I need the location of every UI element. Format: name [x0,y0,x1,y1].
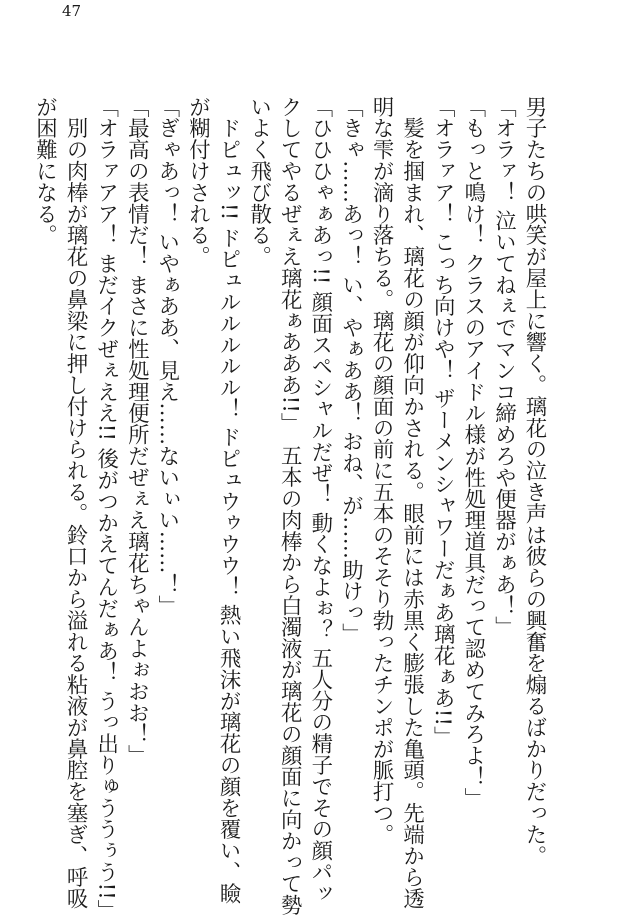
text-line: 別の肉棒が璃花の鼻梁に押し付けられる。鈴口から溢れる粘液が鼻腔を塞ぎ、呼吸 [63,96,89,910]
text-line: 「きゃ……あっ！ い、やぁああ！ おね、が……助けっ」 [338,96,364,645]
text-line: 「オラァ！ 泣いてねぇでマンコ締めろや便器がぁあ！」 [491,96,517,638]
text-line: ドピュッ!! ドピュルルルルル！ ドピュウゥウウ！ 熱い飛沫が璃花の顔を覆い、瞼 [216,96,242,904]
text-line: 明な雫が滴り落ちる。璃花の顔面の前に五本のそそり勃ったチンポが脈打つ。 [369,96,395,845]
text-line: が困難になる。 [32,96,58,246]
text-line: 男子たちの哄笑が屋上に響く。璃花の泣き声は彼らの興奮を煽るばかりだった。 [522,96,547,867]
vertical-text-body [29,96,549,921]
text-line: クしてやるぜぇえ璃花ぁあああ!!」 五本の肉棒から白濁液が璃花の顔面に向かって勢 [277,96,303,916]
text-line: 「もっと鳴け！ クラスのアイドル様が性処理道具だって認めてみろよ！」 [460,96,486,809]
text-line: 「オラァアア！ まだイクぜぇええ!! 後がつかえてんだぁあ！ うっ出りゅううぅう!!」 [93,96,119,921]
text-line: 「ぎゃあっ！ いやぁああ、見え……ないぃい……！」 [154,96,180,617]
text-line: いよく飛び散る。 [246,96,272,268]
text-line: 「ひひひゃぁあっ!! 顔面スペシャルだぜ！ 動くなよぉ？ 五人分の精子でその顔パッ [307,96,333,904]
page-number: 47 [62,2,82,20]
text-line: 髪を掴まれ、璃花の顔が仰向かされる。眼前には赤黒く膨張した亀頭。先端から透 [399,96,425,910]
text-line: 「最高の表情だ！ まさに性処理便所だぜぇえ璃花ちゃんよぉおお！」 [124,96,150,767]
text-line: 「オラァア！ こっち向けや！ ザーメンシャワーだぁあ璃花ぁあ!!」 [430,96,456,748]
text-line: が糊付けされる。 [185,96,211,268]
